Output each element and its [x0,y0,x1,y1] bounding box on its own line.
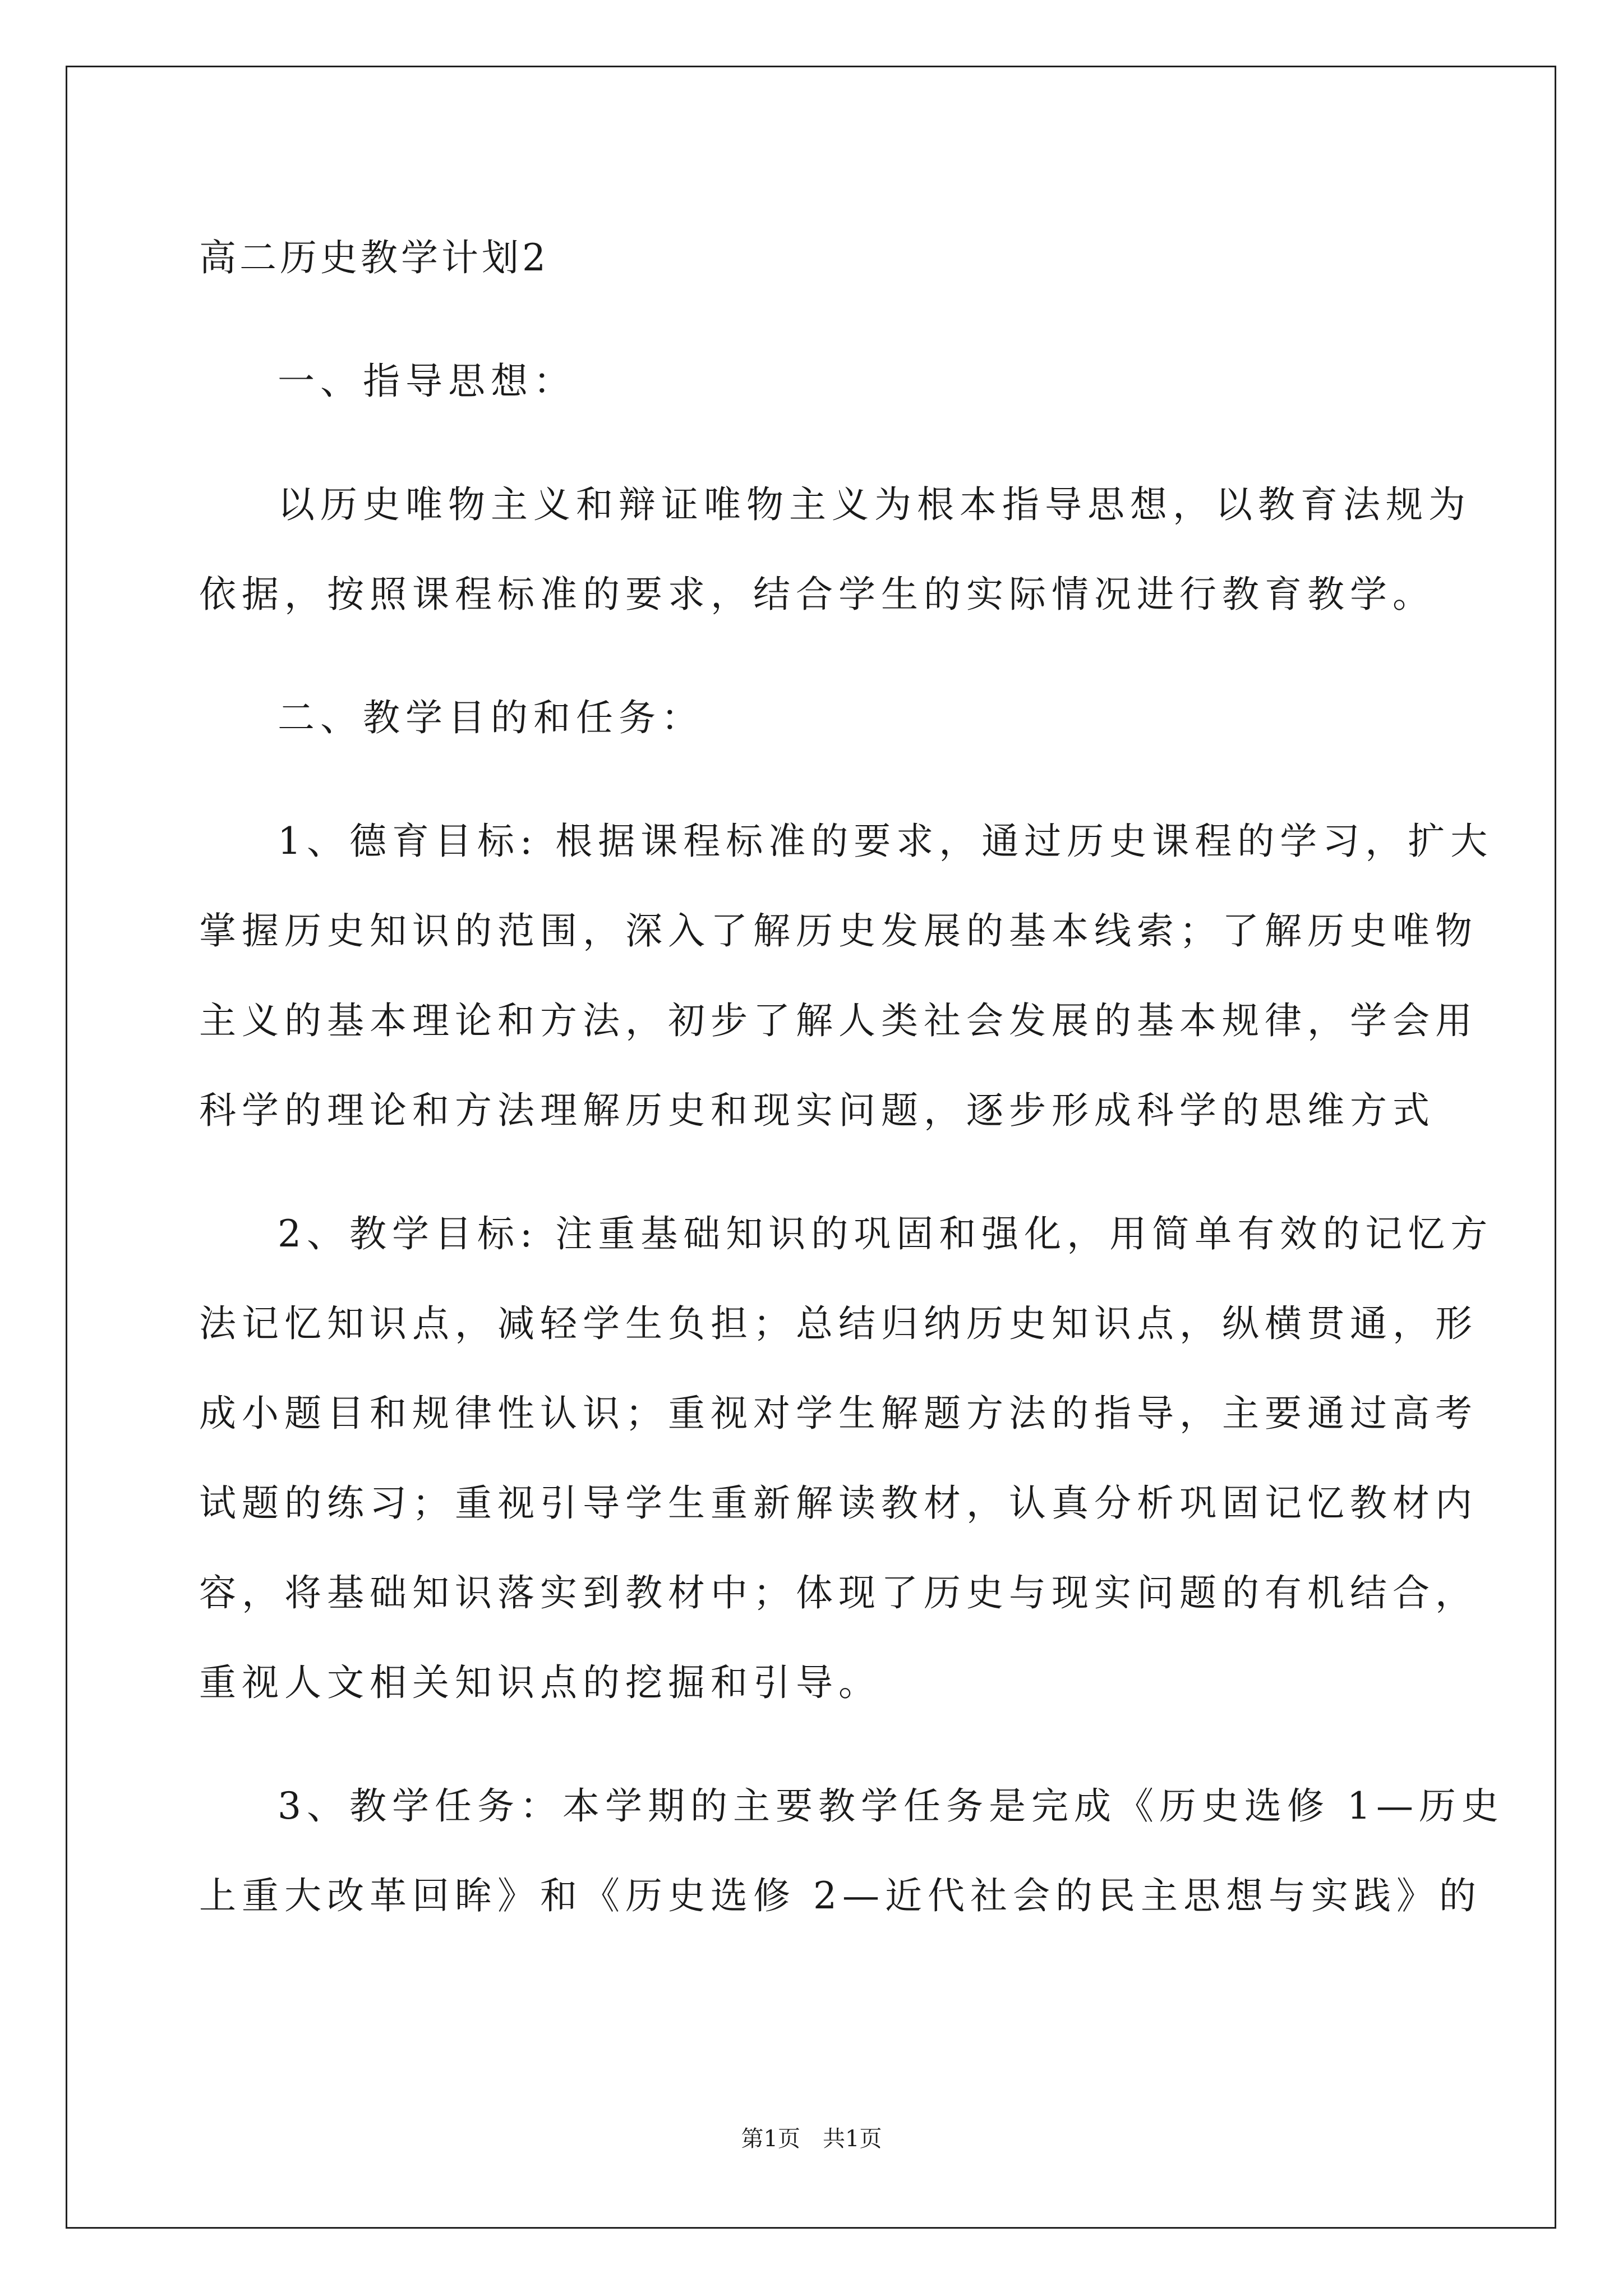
text-line: 上重大改革回眸》和《历史选修 2—近代社会的民主思想与实践》的 [199,1874,1482,1917]
text-line: 二、教学目的和任务： [278,696,704,739]
paragraph-goals-heading [199,673,1433,763]
text-line: 依据，按照课程标准的要求，结合学生的实际情况进行教育教学。 [199,573,1435,616]
text-line: 科学的理论和方法理解历史和现实问题，逐步形成科学的思维方式 [199,1089,1435,1132]
text-line: 2、教学目标: 注重基础知识的巩固和强化，用简单有效的记忆方 [278,1212,1493,1255]
text-line: 1、德育目标: 根据课程标准的要求，通过历史课程的学习，扩大 [278,820,1493,863]
document-body [199,213,1504,1941]
text-line: 一、指导思想： [278,360,576,403]
text-line: 掌握历史知识的范围，深入了解历史发展的基本线索；了解历史唯物 [199,909,1478,953]
text-line: 以历史唯物主义和辩证唯物主义为根本指导思想，以教育法规为 [278,483,1471,526]
paragraph-guiding-heading [199,337,1433,426]
paragraph-teaching-goal [199,1189,1493,1728]
text-line: 3、教学任务：本学期的主要教学任务是完成《历史选修 1—历史 [278,1784,1504,1828]
page-total: 共1页 [823,2126,882,2152]
text-line: 主义的基本理论和方法，初步了解人类社会发展的基本规律，学会用 [199,999,1478,1042]
text-line: 容，将基础知识落实到教材中；体现了历史与现实问题的有机结合， [199,1571,1478,1614]
paragraph-moral-goal [199,797,1493,1156]
page-number: 第1页 [741,2126,800,2152]
paragraph-teaching-task [199,1761,1504,1941]
text-line: 重视人文相关知识点的挖掘和引导。 [199,1661,881,1704]
text-line: 试题的练习；重视引导学生重新解读教材，认真分析巩固记忆教材内 [199,1481,1478,1525]
paragraph-guiding-body [199,460,1471,639]
page-footer [0,2125,1623,2153]
document-title: 高二历史教学计划2 [199,236,549,279]
text-line: 法记忆知识点，减轻学生负担；总结归纳历史知识点，纵横贯通，形 [199,1302,1478,1345]
text-line: 成小题目和规律性认识；重视对学生解题方法的指导，主要通过高考 [199,1392,1478,1435]
